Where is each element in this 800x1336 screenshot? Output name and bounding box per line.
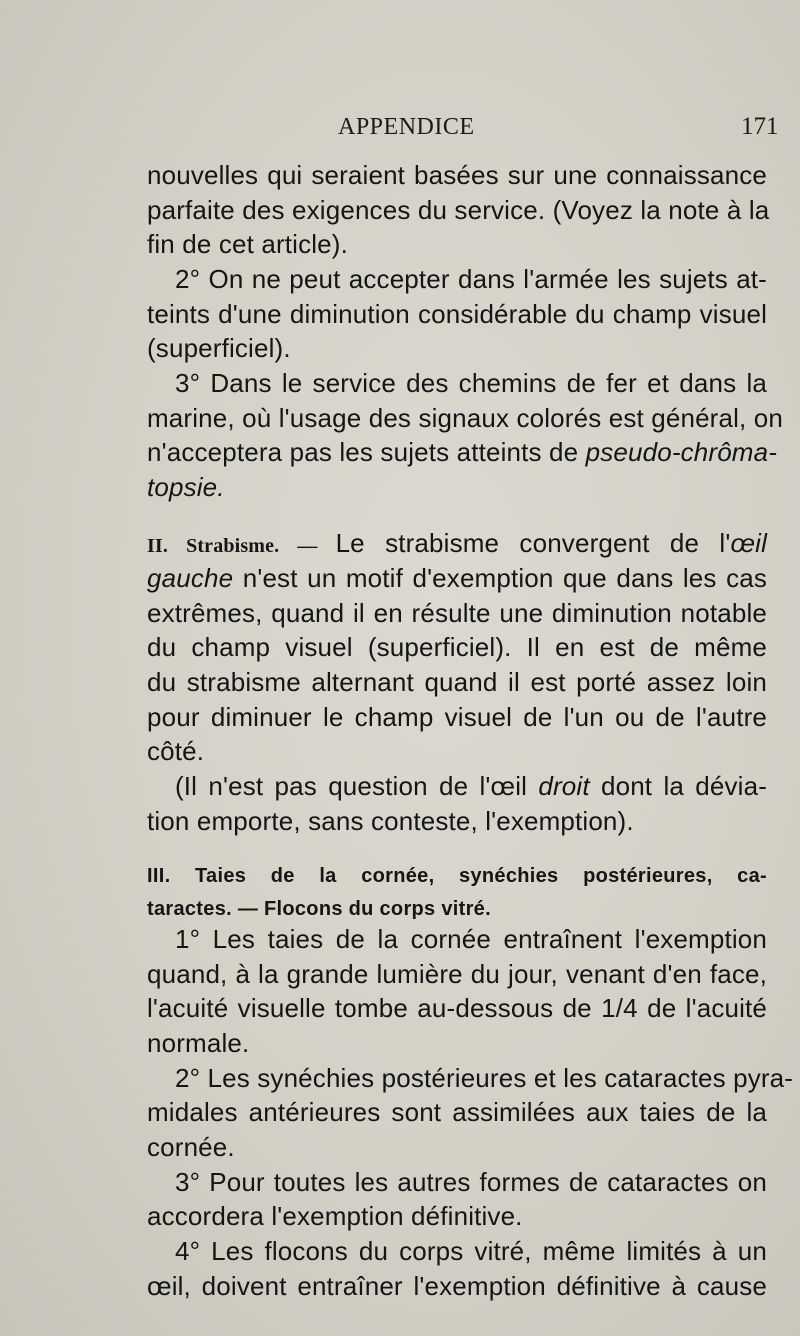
text-line: fin de cet article).: [147, 229, 348, 259]
page-number: 171: [741, 113, 779, 140]
text-line: nouvelles qui seraient basées sur une connaissance: [147, 160, 767, 190]
text-line: marine, où l'usage des signaux colorés est général, on: [147, 403, 783, 433]
text-line: cornée.: [147, 1132, 235, 1162]
text-line: teints d'une diminution considérable du champ visuel: [147, 299, 767, 329]
text-line: extrêmes, quand il en résulte une diminution notable: [147, 598, 767, 628]
section-heading-line: II. Strabisme. — Le strabisme convergent de l'œil: [147, 528, 767, 558]
text-line: 2° On ne peut accepter dans l'armée les sujets at-: [175, 264, 767, 294]
text-line: topsie.: [147, 472, 225, 502]
text-line: du strabisme alternant quand il est porté assez loin: [147, 667, 767, 697]
text-line: l'acuité visuelle tombe au-dessous de 1/4 de l'acuité: [147, 993, 767, 1023]
text-line: parfaite des exigences du service. (Voyez la note à la: [147, 195, 770, 225]
text-line: (superficiel).: [147, 333, 291, 363]
text-line: quand, à la grande lumière du jour, venant d'en face,: [147, 959, 767, 989]
text-line: n'acceptera pas les sujets atteints de pseudo-chrôma-: [147, 437, 778, 467]
text-line: 4° Les flocons du corps vitré, même limités à un: [175, 1236, 767, 1266]
text-line: (Il n'est pas question de l'œil droit dont la dévia-: [175, 771, 767, 801]
text-line: 2° Les synéchies postérieures et les cataractes pyra-: [175, 1063, 794, 1093]
text-line: normale.: [147, 1028, 250, 1058]
running-head: APPENDICE: [338, 114, 475, 140]
text-line: midales antérieures sont assimilées aux taies de la: [147, 1097, 767, 1127]
text-line: gauche n'est un motif d'exemption que dans les cas: [147, 563, 767, 593]
text-line: œil, doivent entraîner l'exemption définitive à cause: [147, 1271, 767, 1301]
section-heading-line: taractes. — Flocons du corps vitré.: [147, 898, 491, 920]
section-heading-line: III. Taies de la cornée, synéchies postérieures, ca-: [147, 865, 767, 887]
text-line: pour diminuer le champ visuel de l'un ou de l'autre: [147, 702, 767, 732]
text-line: tion emporte, sans conteste, l'exemption).: [147, 806, 634, 836]
text-line: 3° Dans le service des chemins de fer et dans la: [175, 368, 767, 398]
text-line: du champ visuel (superficiel). Il en est de même: [147, 632, 767, 662]
text-line: accordera l'exemption définitive.: [147, 1201, 523, 1231]
text-line: 3° Pour toutes les autres formes de cataractes on: [175, 1167, 767, 1197]
text-line: 1° Les taies de la cornée entraînent l'exemption: [175, 924, 767, 954]
text-line: côté.: [147, 736, 205, 766]
